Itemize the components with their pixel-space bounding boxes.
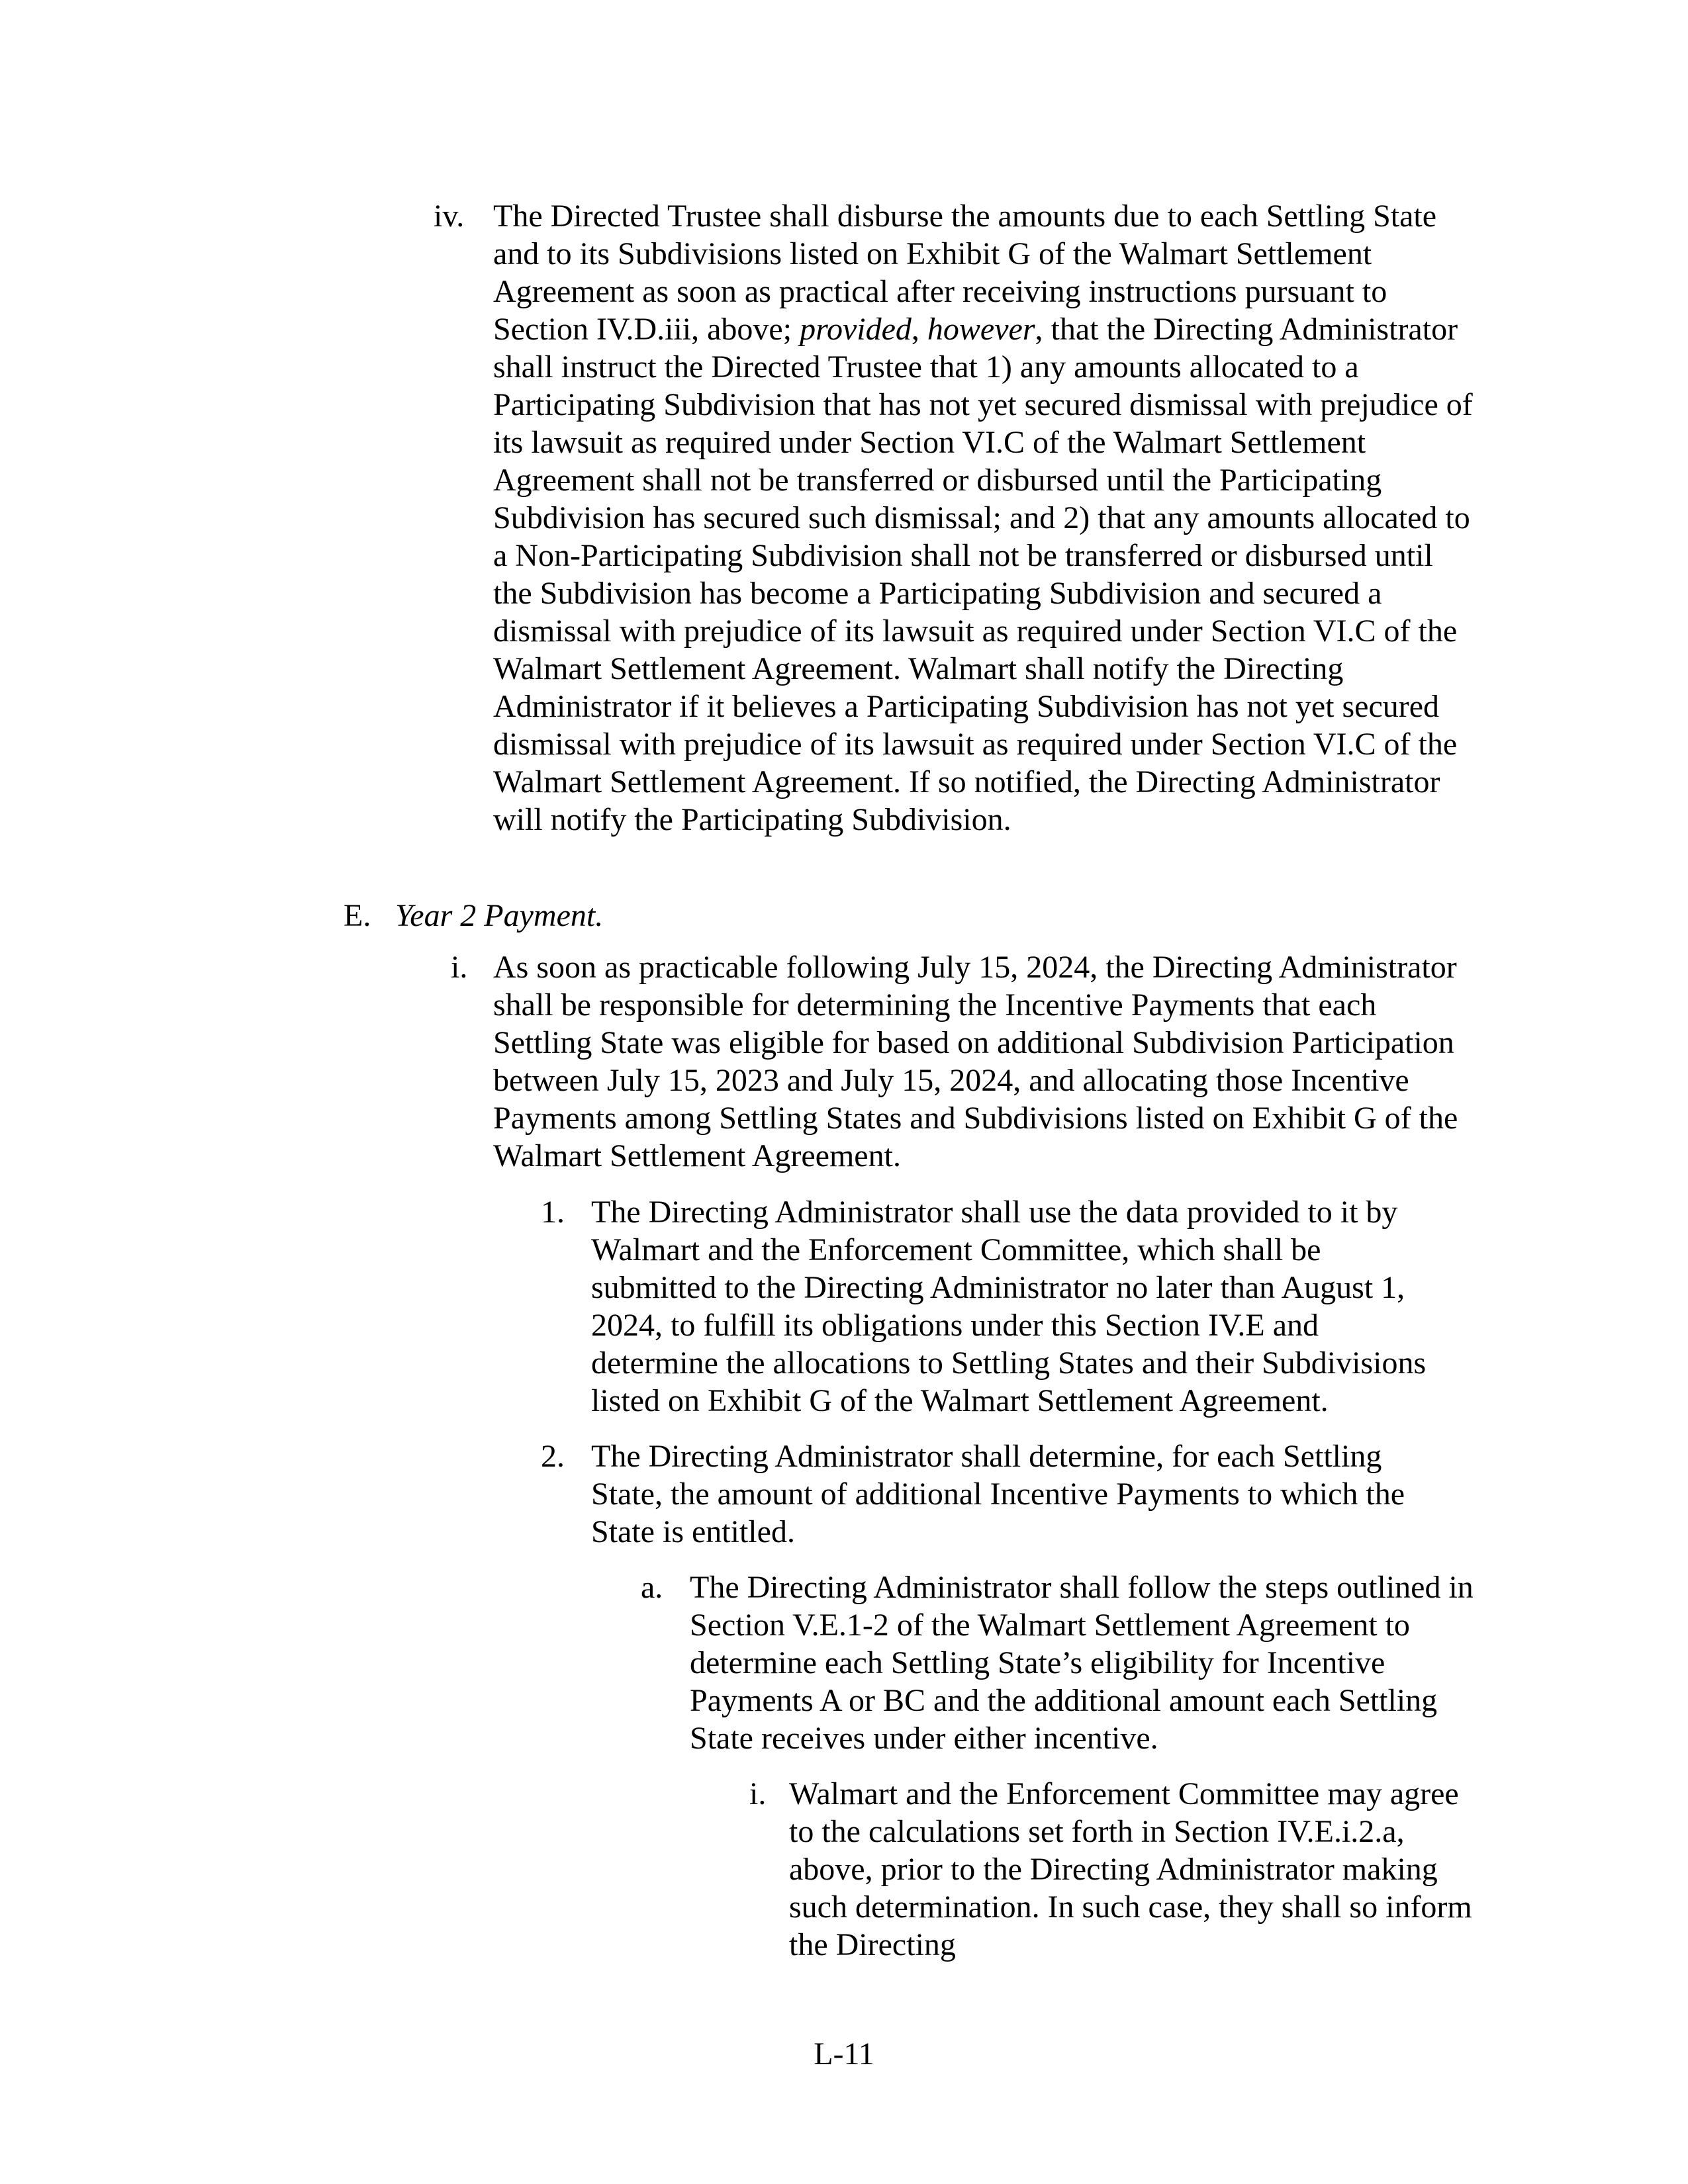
list-marker: i. [451, 950, 468, 985]
list-marker: iv. [434, 199, 465, 234]
list-item-a-i [749, 1775, 1477, 1964]
list-item-2 [541, 1437, 1452, 1551]
list-item-e-i [451, 948, 1479, 1175]
section-marker: E. [344, 898, 371, 933]
item-1-text: The Directing Administrator shall use the data provided to it by Walmart and the Enforcement Committee, which shall be submitted to the Directing Administrator no later than August 1, 2024, to fulfill its obligations under this Section IV.E and determine the allocations to Settling States and their Subdivisions listed on Exhibit G of the Walmart Settlement Agreement. [591, 1195, 1427, 1418]
item-2-text: The Directing Administrator shall determine, for each Settling State, the amount of additional Incentive Payments to which the State is entitled. [591, 1439, 1405, 1549]
list-marker: a. [641, 1570, 663, 1605]
item-iv-text: The Directed Trustee shall disburse the amounts due to each Settling State and to its Subdivisions listed on Exhibit G of the Walmart Settlement Agreement as soon as practical after receiving instructions pursuant to Section IV.D.iii, above; provided, however, that the Directing Administrator shall instruct the Directed Trustee that 1) any amounts allocated to a Participating Subdivision that has not yet secured dismissal with prejudice of its lawsuit as required under Section VI.C of the Walmart Settlement Agreement shall not be transferred or disbursed until the Participating Subdivision has secured such dismissal; and 2) that any amounts allocated to a Non-Participating Subdivision shall not be transferred or disbursed until the Subdivision has become a Participating Subdivision and secured a dismissal with prejudice of its lawsuit as required under Section VI.C of the Walmart Settlement Agreement. Walmart shall notify the Directing Administrator if it believes a Participating Subdivision has not yet secured dismissal with prejudice of its lawsuit as required under Section VI.C of the Walmart Settlement Agreement. If so notified, the Directing Administrator will notify the Participating Subdivision. [493, 199, 1473, 837]
list-marker: 2. [541, 1439, 565, 1474]
section-title: Year 2 Payment. [395, 898, 604, 933]
list-item-iv [434, 197, 1479, 839]
list-marker: 1. [541, 1195, 565, 1230]
item-a-i-text: Walmart and the Enforcement Committee may agree to the calculations set forth in Section IV.E.i.2.a, above, prior to the Directing Administrator making such determination. In such case, they shall so inform the Directing [789, 1776, 1472, 1962]
page-number: L-11 [814, 2036, 874, 2071]
section-e-heading [344, 897, 1481, 934]
item-a-text: The Directing Administrator shall follow the steps outlined in Section V.E.1-2 of the Walmart Settlement Agreement to determine each Settling State’s eligibility for Incentive Payments A or BC and the additional amount each Settling State receives under either incentive. [690, 1570, 1474, 1756]
item-e-i-text: As soon as practicable following July 15, 2024, the Directing Administrator shall be responsible for determining the Incentive Payments that each Settling State was eligible for based on additional Subdivision Participation between July 15, 2023 and July 15, 2024, and allocating those Incentive Payments among Settling States and Subdivisions listed on Exhibit G of the Walmart Settlement Agreement. [493, 950, 1458, 1173]
list-item-a [641, 1569, 1484, 1757]
list-item-1 [541, 1193, 1452, 1420]
list-marker: i. [749, 1776, 767, 1811]
